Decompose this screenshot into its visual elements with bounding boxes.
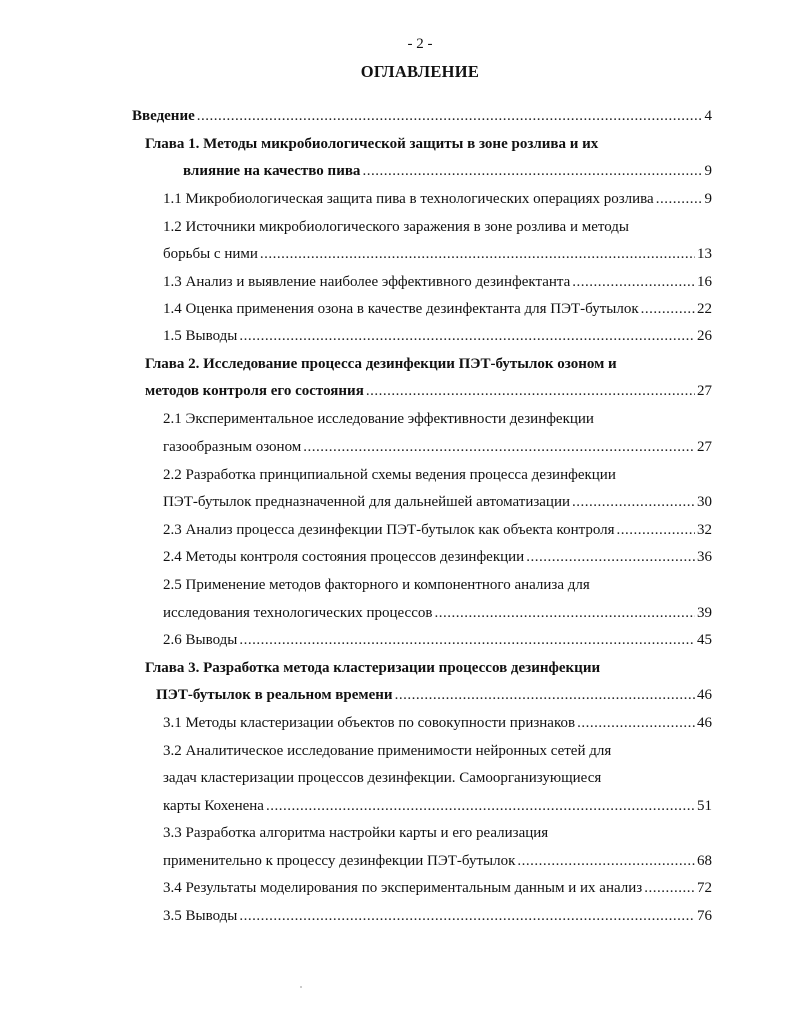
toc-entry-page: 46 bbox=[697, 687, 712, 703]
toc-entry-title: исследования технологических процессов bbox=[163, 605, 433, 621]
toc-entry-page: 26 bbox=[697, 328, 712, 344]
toc-entry-3-3[interactable] bbox=[163, 851, 712, 871]
scan-speck bbox=[300, 986, 302, 988]
chapter-3-title: Глава 3. Разработка метода кластеризации процессов дезинфекции bbox=[145, 660, 601, 676]
dot-leader bbox=[362, 161, 702, 181]
dot-leader bbox=[266, 796, 695, 816]
toc-entry-title: 3.1 Методы кластеризации объектов по совокупности признаков bbox=[163, 715, 576, 731]
toc-entry-2-1[interactable] bbox=[163, 437, 712, 457]
toc-entry-title: Введение bbox=[132, 108, 195, 124]
toc-entry-title: газообразным озоном bbox=[163, 439, 302, 455]
toc-entry-2-6[interactable] bbox=[163, 630, 712, 650]
toc-entry-page: 39 bbox=[697, 605, 712, 621]
dot-leader bbox=[366, 381, 695, 401]
dot-leader bbox=[641, 299, 695, 319]
section-2-5-title: 2.5 Применение методов факторного и компонентного анализа для bbox=[163, 577, 590, 593]
toc-entry-title: 2.6 Выводы bbox=[163, 632, 238, 648]
toc-entry-page: 68 bbox=[697, 853, 712, 869]
toc-entry-title: карты Кохенена bbox=[163, 798, 264, 814]
toc-entry-title: 1.3 Анализ и выявление наиболее эффективного дезинфектанта bbox=[163, 274, 571, 290]
dot-leader bbox=[526, 547, 695, 567]
dot-leader bbox=[239, 906, 695, 926]
toc-entry-title: 3.4 Результаты моделирования по экспериментальным данным и их анализ bbox=[163, 880, 643, 896]
toc-entry-title: борьбы с ними bbox=[163, 246, 258, 262]
section-3-2-title: 3.2 Аналитическое исследование применимости нейронных сетей для bbox=[163, 743, 612, 759]
toc-entry-intro[interactable] bbox=[132, 106, 712, 126]
dot-leader bbox=[239, 630, 695, 650]
toc-entry-page: 30 bbox=[697, 494, 712, 510]
toc-entry-page: 16 bbox=[697, 274, 712, 290]
toc-entry-page: 13 bbox=[697, 246, 712, 262]
toc-entry-1-1[interactable] bbox=[163, 189, 712, 209]
dot-leader bbox=[197, 106, 703, 126]
toc-entry-page: 22 bbox=[697, 301, 712, 317]
toc-entry-title: 3.5 Выводы bbox=[163, 908, 238, 924]
toc-heading: ОГЛАВЛЕНИЕ bbox=[360, 62, 480, 81]
dot-leader bbox=[395, 685, 695, 705]
dot-leader bbox=[656, 189, 703, 209]
dot-leader bbox=[434, 603, 695, 623]
toc-entry-page: 72 bbox=[697, 880, 712, 896]
toc-entry-page: 76 bbox=[697, 908, 712, 924]
toc-entry-page: 9 bbox=[704, 163, 712, 179]
toc-entry-3-4[interactable] bbox=[163, 878, 712, 898]
toc-entry-title: применительно к процессу дезинфекции ПЭТ-бутылок bbox=[163, 853, 516, 869]
dot-leader bbox=[303, 437, 695, 457]
page-number: - 2 - bbox=[407, 36, 433, 52]
chapter-2-title: Глава 2. Исследование процесса дезинфекции ПЭТ-бутылок озоном и bbox=[145, 356, 617, 372]
toc-entry-title: 1.4 Оценка применения озона в качестве дезинфектанта для ПЭТ-бутылок bbox=[163, 301, 639, 317]
toc-entry-title: влияние на качество пива bbox=[183, 163, 361, 179]
toc-entry-chapter-3[interactable] bbox=[156, 685, 712, 705]
toc-entry-1-3[interactable] bbox=[163, 272, 712, 292]
toc-entry-title: ПЭТ-бутылок в реальном времени bbox=[156, 687, 393, 703]
toc-entry-title: 1.5 Выводы bbox=[163, 328, 238, 344]
toc-entry-page: 32 bbox=[697, 522, 712, 538]
toc-entry-3-5[interactable] bbox=[163, 906, 712, 926]
toc-entry-page: 4 bbox=[704, 108, 712, 124]
section-3-3-title: 3.3 Разработка алгоритма настройки карты и его реализация bbox=[163, 825, 549, 841]
toc-entry-page: 9 bbox=[704, 191, 712, 207]
section-2-1-title: 2.1 Экспериментальное исследование эффективности дезинфекции bbox=[163, 411, 594, 427]
toc-entry-page: 45 bbox=[697, 632, 712, 648]
toc-entry-title: методов контроля его состояния bbox=[145, 383, 364, 399]
section-3-2-title-cont: задач кластеризации процессов дезинфекции. Самоорганизующиеся bbox=[163, 770, 602, 786]
toc-entry-title: ПЭТ-бутылок предназначенной для дальнейшей автоматизации bbox=[163, 494, 571, 510]
toc-entry-chapter-2[interactable] bbox=[145, 381, 712, 401]
dot-leader bbox=[577, 713, 695, 733]
toc-entry-2-3[interactable] bbox=[163, 520, 712, 540]
toc-entry-title: 2.4 Методы контроля состояния процессов дезинфекции bbox=[163, 549, 525, 565]
toc-entry-title: 2.3 Анализ процесса дезинфекции ПЭТ-бутылок как объекта контроля bbox=[163, 522, 615, 538]
toc-entry-title: 1.1 Микробиологическая защита пива в технологических операциях розлива bbox=[163, 191, 654, 207]
section-1-2-title: 1.2 Источники микробиологического заражения в зоне розлива и методы bbox=[163, 219, 630, 235]
toc-entry-2-5[interactable] bbox=[163, 603, 712, 623]
dot-leader bbox=[517, 851, 695, 871]
section-2-2-title: 2.2 Разработка принципиальной схемы ведения процесса дезинфекции bbox=[163, 467, 616, 483]
toc-entry-1-4[interactable] bbox=[163, 299, 712, 319]
toc-entry-1-2[interactable] bbox=[163, 244, 712, 264]
dot-leader bbox=[572, 272, 695, 292]
dot-leader bbox=[617, 520, 695, 540]
toc-entry-page: 51 bbox=[697, 798, 712, 814]
dot-leader bbox=[239, 326, 695, 346]
dot-leader bbox=[260, 244, 695, 264]
toc-entry-3-2[interactable] bbox=[163, 796, 712, 816]
dot-leader bbox=[572, 492, 695, 512]
chapter-1-title: Глава 1. Методы микробиологической защиты в зоне розлива и их bbox=[145, 136, 599, 152]
toc-entry-1-5[interactable] bbox=[163, 326, 712, 346]
toc-entry-2-2[interactable] bbox=[163, 492, 712, 512]
toc-entry-3-1[interactable] bbox=[163, 713, 712, 733]
toc-entry-page: 46 bbox=[697, 715, 712, 731]
toc-entry-2-4[interactable] bbox=[163, 547, 712, 567]
toc-entry-page: 36 bbox=[697, 549, 712, 565]
toc-entry-page: 27 bbox=[697, 439, 712, 455]
toc-entry-chapter-1[interactable] bbox=[183, 161, 712, 181]
dot-leader bbox=[644, 878, 695, 898]
toc-entry-page: 27 bbox=[697, 383, 712, 399]
